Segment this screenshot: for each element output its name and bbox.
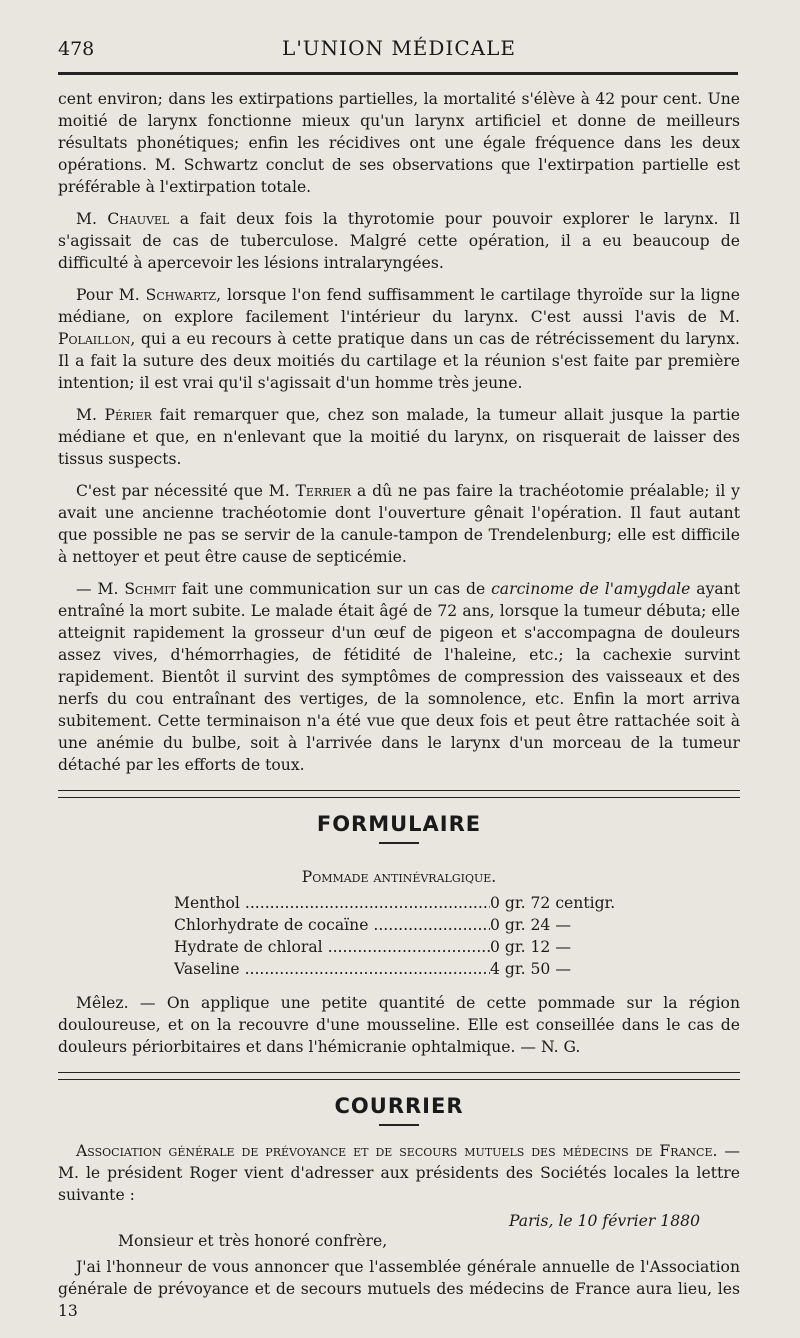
courrier-intro: Association générale de prévoyance et de secours mutuels des médecins de France. — M. le président Roger vient d'adresser aux présidents des Sociétés locales la lettre suivante :	[58, 1142, 740, 1204]
author-name: Périer	[104, 406, 152, 424]
section-divider	[58, 1072, 740, 1080]
main-column	[58, 88, 740, 1322]
ingredient-row: Hydrate de chloral ..... 0 gr. 12 —	[174, 936, 644, 958]
author-name: Terrier	[295, 482, 352, 500]
paragraph-perier: M. Périer fait remarquer que, chez son malade, la tumeur allait jusque la partie médiane et que, en n'enlevant que la moitié du larynx, on risquerait de laisser des tissus suspects.	[58, 406, 740, 468]
section-title-formulaire: FORMULAIRE	[316, 812, 482, 836]
ingredient-list	[174, 892, 644, 980]
section-divider	[58, 790, 740, 798]
page-number: 478	[58, 38, 95, 60]
page-header	[58, 34, 740, 64]
author-name: Schmit	[124, 580, 176, 598]
letter-salutation: Monsieur et très honoré confrère,	[118, 1232, 388, 1250]
paragraph-chauvel: M. Chauvel a fait deux fois la thyrotomie pour pouvoir explorer le larynx. Il s'agissait de cas de tuberculose. Malgré cette opération, il a eu beaucoup de difficulté à apercevoir les lésions intralaryngées.	[58, 210, 740, 272]
author-name: Schwartz	[145, 286, 217, 304]
ingredient-row: Menthol ..... 0 gr. 72 centigr.	[174, 892, 644, 914]
letter-body: J'ai l'honneur de vous annoncer que l'assemblée générale annuelle de l'Association générale de prévoyance et de secours mutuels des médecins de France aura lieu, les 13	[58, 1258, 740, 1320]
recipe-title: Pommade antinévralgique.	[301, 868, 497, 886]
paragraph-schwartz: Pour M. Schwartz, lorsque l'on fend suffisamment le cartilage thyroïde sur la ligne médiane, on explore facilement l'intérieur du larynx. C'est aussi l'avis de M. Polaillon, qui a eu recours à cette pratique dans un cas de rétrécissement du larynx. Il a fait la suture des deux moitiés du cartilage et la réunion s'est faite par première intention; il est vrai qu'il s'agissait d'un homme très jeune.	[58, 286, 741, 392]
journal-title: L'UNION MÉDICALE	[282, 36, 516, 60]
author-name: Polaillon	[58, 330, 131, 348]
letter-dateline: Paris, le 10 février 1880	[509, 1212, 700, 1230]
paragraph-schmit: — M. Schmit fait une communication sur un cas de carcinome de l'amygdale ayant entraîné la mort subite. Le malade était âgé de 72 ans, lorsque la tumeur débuta; elle atteignit rapidement la grosseur d'un œuf de pigeon et s'accompagna de douleurs assez vives, d'hémorrhagies, de fétidité de l'haleine, etc.; la cachexie survint rapidement. Bientôt il survint des symptômes de compression des vaisseaux et des nerfs du cou entraînant des vertiges, de la somnolence, etc. Enfin la mort arriva subitement. Cette terminaison n'a été vue que deux fois et peut être rattachée soit à une anémie du bulbe, soit à l'arrivée dans le larynx d'un morceau de la tumeur détaché par les efforts de toux.	[58, 580, 741, 774]
paragraph-terrier: C'est par nécessité que M. Terrier a dû ne pas faire la trachéotomie préalable; il y avait une ancienne trachéotomie dont l'ouverture gênait l'opération. Il faut autant que possible ne pas se servir de la canule-tampon de Trendelenburg; elle est difficile à nettoyer et peut être cause de septicémie.	[58, 482, 740, 566]
title-underline	[379, 842, 419, 844]
ingredient-row: Vaseline ..... 4 gr. 50 —	[174, 958, 644, 980]
ingredient-row: Chlorhydrate de cocaïne ..... 0 gr. 24 —	[174, 914, 644, 936]
recipe-instructions: Mêlez. — On applique une petite quantité de cette pommade sur la région douloureuse, et on la recouvre d'une mousseline. Elle est conseillée dans le cas de douleurs périorbitaires et dans l'hémicranie ophtalmique. — N. G.	[58, 994, 740, 1056]
author-name: Chauvel	[107, 210, 170, 228]
paragraph-schwartz-conclusion: cent environ; dans les extirpations partielles, la mortalité s'élève à 42 pour cent. Une moitié de larynx fonctionne mieux qu'un larynx artificiel et donne de meilleurs résultats phonétiques; enfin les récidives ont une égale fréquence dans les deux opérations. M. Schwartz conclut de ses observations que l'extirpation partielle est préférable à l'extirpation totale.	[58, 90, 740, 196]
section-title-courrier: COURRIER	[334, 1094, 464, 1118]
header-rule	[58, 72, 738, 75]
